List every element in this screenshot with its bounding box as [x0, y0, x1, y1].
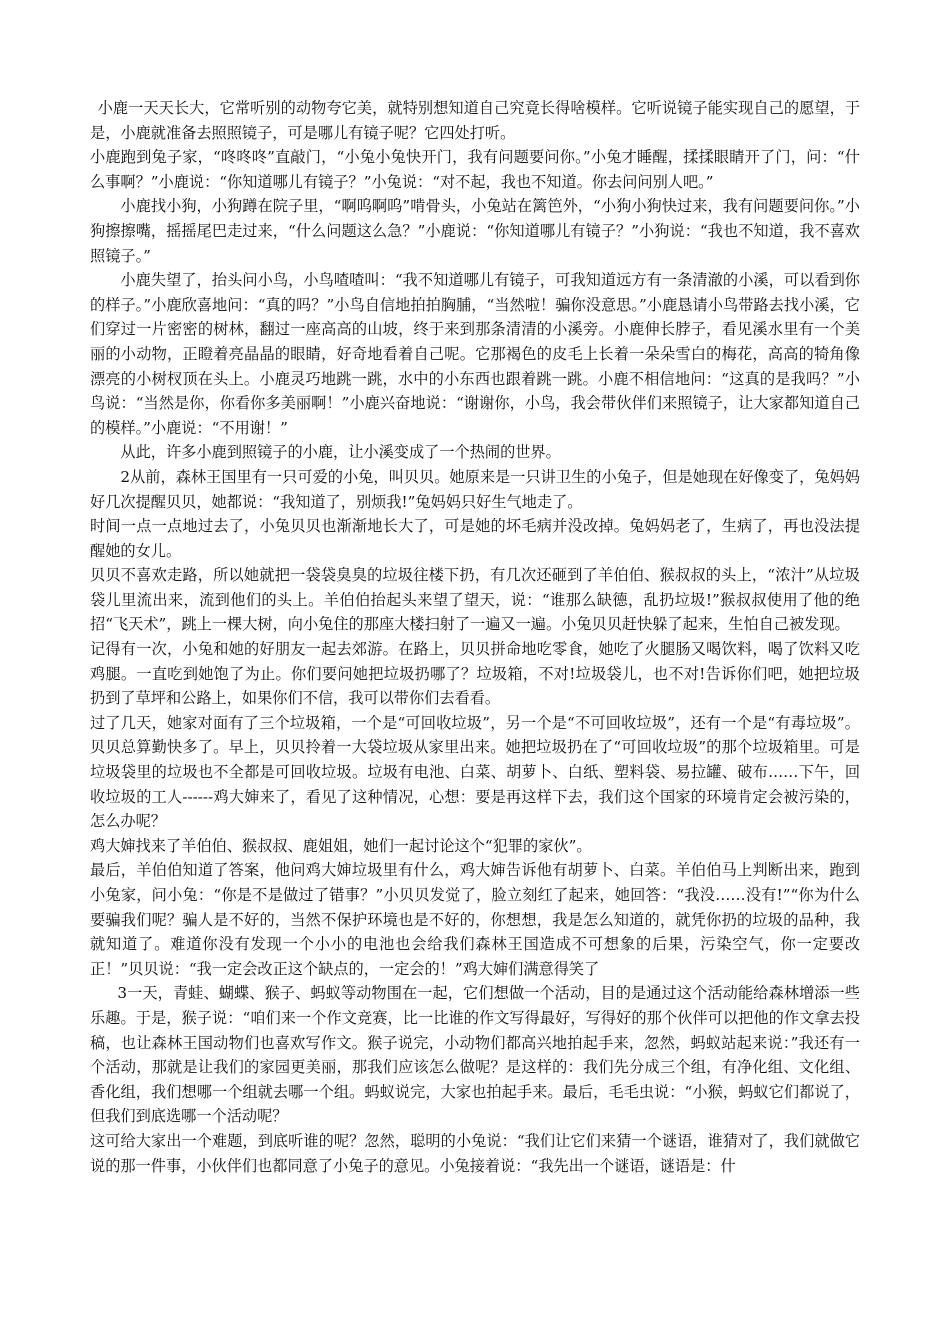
paragraph-story2-meeting: 鸡大婶找来了羊伯伯、猴叔叔、鹿姐姐，她们一起讨论这个“犯罪的家伙”。	[90, 836, 592, 855]
paragraph-deer-bird: 小鹿失望了，抬头问小鸟，小鸟喳喳叫：“我不知道哪儿有镜子，可我知道远方有一条清澈的小溪，可以看到你的样子。”小鹿欣喜地问：“真的吗？”小鸟自信地拍拍胸脯，“当然啦！骗你没意思。”小鹿恳请小鸟带路去找小溪，它们穿过一片密密的树林，翻过一座高高的山坡，终于来到那条清清的小溪旁。小鹿伸长脖子，看见溪水里有一个美丽的小动物，正瞪着亮晶晶的眼睛，好奇地看着自己呢。它那褐色的皮毛上长着一朵朵雪白的梅花，高高的犄角像漂亮的小树杈顶在头上。小鹿灵巧地跳一跳，水中的小东西也跟着跳一跳。小鹿不相信地问：“这真的是我吗？”小鸟说：“当然是你，你看你多美丽啊！”小鹿兴奋地说：“谢谢你，小鸟，我会带伙伴们来照镜子，让大家都知道自己的模样。”小鹿说：“不用谢！”	[90, 271, 860, 437]
paragraph-story2-outing: 记得有一次，小兔和她的好朋友一起去郊游。在路上，贝贝拼命地吃零食，她吃了火腿肠又喝饮料，喝了饮料又吃鸡腿。一直吃到她饱了为止。你们要问她把垃圾扔哪了？垃圾箱，不对!垃圾袋儿，也不对!告诉你们吧，她把垃圾扔到了草坪和公路上，如果你们不信，我可以带你们去看看。	[90, 640, 860, 708]
paragraph-story2-litter: 贝贝不喜欢走路，所以她就把一袋袋臭臭的垃圾往楼下扔，有几次还砸到了羊伯伯、猴叔叔的头上，“浓汁”从垃圾袋儿里流出来，流到他们的头上。羊伯伯抬起头来望了望天，说：“谁那么缺德，乱扔垃圾!”猴叔叔使用了他的绝招“飞天术”，跳上一棵大树，向小兔住的那座大楼扫射了一遍又一遍。小兔贝贝赶快躲了起来，生怕自己被发现。	[90, 566, 860, 634]
paragraph-story2-time: 时间一点一点地过去了，小兔贝贝也渐渐地长大了，可是她的坏毛病并没改掉。兔妈妈老了，生病了，再也没法提醒她的女儿。	[90, 517, 860, 560]
paragraph-story2-ending: 最后，羊伯伯知道了答案，他问鸡大婶垃圾里有什么，鸡大婶告诉他有胡萝卜、白菜。羊伯伯马上判断出来，跑到小兔家，问小兔：“你是不是做过了错事？”小贝贝发觉了，脸立刻红了起来，她回答：“我没……没有!”“你为什么要骗我们呢？骗人是不好的，当然不保护环境也是不好的，你想想，我是怎么知道的，就凭你扔的垃圾的品种，我就知道了。难道你没有发现一个小小的电池也会给我们森林王国造成不可想象的后果，污染空气，你一定要改正！”贝贝说：“我一定会改正这个缺点的，一定会的！”鸡大婶们满意得笑了	[90, 861, 860, 978]
paragraph-story3-riddle: 这可给大家出一个难题，到底听谁的呢？忽然，聪明的小兔说：“我们让它们来猜一个谜语，谁猜对了，我们就做它说的那一件事，小伙伴们也都同意了小兔子的意见。小兔接着说：“我先出一个谜语，谜语是：什	[90, 1131, 860, 1175]
paragraph-deer-rabbit: 小鹿跑到兔子家，“咚咚咚”直敲门，“小兔小兔快开门，我有问题要问你。”小兔才睡醒，揉揉眼睛开了门，问：“什么事啊？”小鹿说：“你知道哪儿有镜子？”小兔说：“对不起，我也不知道。你去问问别人吧。”	[90, 148, 860, 191]
paragraph-story2-intro: 2从前，森林王国里有一只可爱的小兔，叫贝贝。她原来是一只讲卫生的小兔子，但是她现在好像变了，兔妈妈好几次提醒贝贝，她都说：“我知道了，别烦我!”兔妈妈只好生气地走了。	[90, 467, 860, 511]
paragraph-story2-bins: 过了几天，她家对面有了三个垃圾箱，一个是“可回收垃圾”，另一个是“不可回收垃圾”，还有一个是“有毒垃圾”。贝贝总算勤快多了。早上，贝贝拎着一大袋垃圾从家里出来。她把垃圾扔在了“可回收垃圾”的那个垃圾箱里。可是垃圾袋里的垃圾也不全都是可回收垃圾。垃圾有电池、白菜、胡萝卜、白纸、塑料袋、易拉罐、破布……下午，回收垃圾的工人------鸡大婶来了，看见了这种情况，心想：要是再这样下去，我们这个国家的环境肯定会被污染的，怎么办呢？	[90, 713, 860, 831]
paragraph-story3-intro: 3一天，青蛙、蝴蝶、猴子、蚂蚁等动物围在一起，它们想做一个活动，目的是通过这个活动能给森林增添一些乐趣。于是，猴子说：“咱们来一个作文竞赛，比一比谁的作文写得最好，写得好的那个伙伴可以把他的作文拿去投稿，也让森林王国动物们也喜欢写作文。猴子说完，小动物们都高兴地拍起手来，忽然，蚂蚁站起来说：”我还有一个活动，那就是让我们的家园更美丽，那我们应该怎么做呢？是这样的：我们先分成三个组，有净化组、文化组、香化组，我们想哪一个组就去哪一个组。蚂蚁说完，大家也拍起手来。最后，毛毛虫说：“小猴，蚂蚁它们都说了，但我们到底选哪一个活动呢？	[90, 984, 860, 1126]
paragraph-deer-intro: 小鹿一天天长大，它常听别的动物夸它美，就特别想知道自己究竟长得啥模样。它听说镜子能实现自己的愿望，于是，小鹿就准备去照照镜子，可是哪儿有镜子呢？它四处打听。	[90, 99, 860, 142]
document-body	[90, 96, 860, 1178]
paragraph-deer-dog: 小鹿找小狗，小狗蹲在院子里，“啊呜啊呜”啃骨头，小兔站在篱笆外，“小狗小狗快过来，我有问题要问你。”小狗擦擦嘴，摇摇尾巴走过来，“什么问题这么急？”小鹿说：“你知道哪儿有镜子？”小狗说：“我也不知道，我不喜欢照镜子。”	[90, 197, 860, 265]
paragraph-deer-ending: 从此，许多小鹿到照镜子的小鹿，让小溪变成了一个热闹的世界。	[120, 443, 561, 462]
